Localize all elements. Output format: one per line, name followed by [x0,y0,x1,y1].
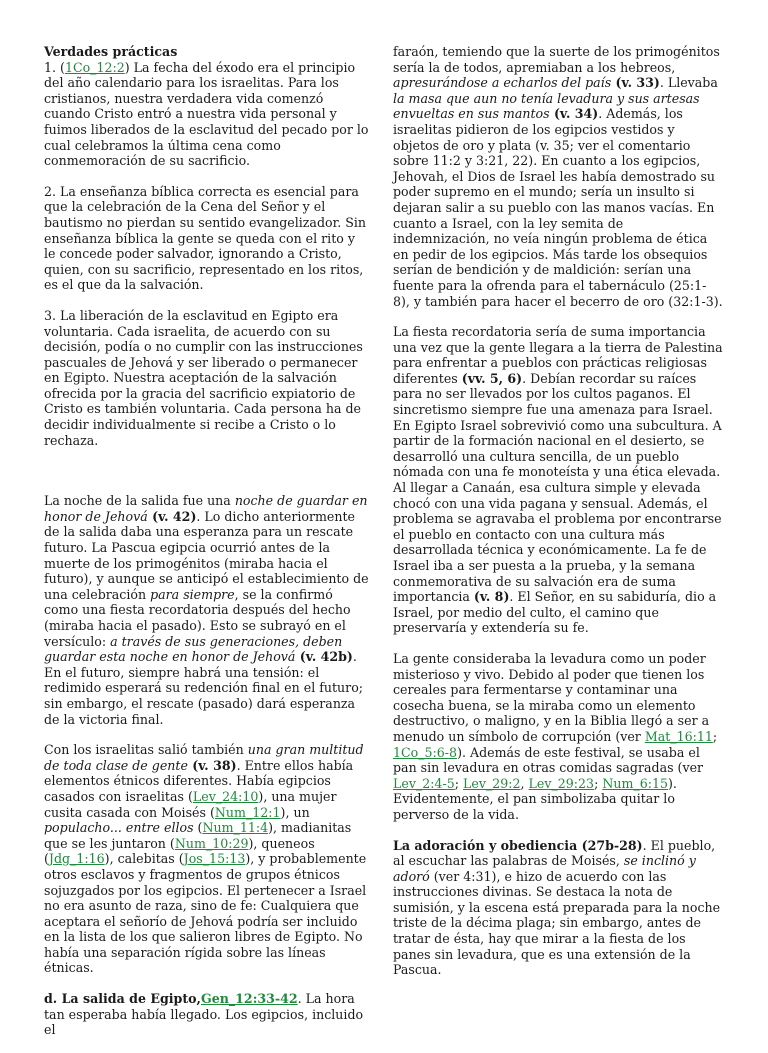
paragraph-text: ) La fecha del éxodo era el principio del año calendario para los israelitas. Para los cristianos, nuestra verdadera vida comenzó cuando Cristo entró a nuestra vida personal y fuimos liberados de la esclavitud del pecado por lo cual celebramos la última cena como conmemoración de su sacrificio. [44,59,369,169]
text: , se la confirmó como una fiesta recordatoria después del hecho (miraba hacia el pasado). Esto se subrayó en el versículo: [44,586,351,649]
text: ), madianitas que se les juntaron ( [44,820,352,851]
text: La gente consideraba la levadura como un poder misterioso y vivo. Debido al poder que tienen los cereales para fermentarse y contaminar una cosecha buena, se la miraba como un elemento destructivo, o maligno, y en la Biblia llegó a ser a menudo un símbolo de corrupción (ver [393,650,710,744]
italic-text: la masa que aun no tenía levadura y sus artesas envueltas en sus mantos [393,90,700,122]
practical-truth-1 [44,60,370,169]
verse-ref: (vv. 5, 6) [461,370,523,386]
text: ), una mujer cusita casada con Moisés ( [44,788,337,820]
paragraph-memorial-feast [393,324,723,636]
scripture-link[interactable]: Lev_29:23 [528,775,595,791]
text: (ver 4:31), e hizo de acuerdo con las instrucciones divinas. Se destaca la nota de sumisión, y la escena está preparada para la noche triste de la décima plaga; sin embargo, antes de tratar de ésta, hay que mirar a la fiesta de los panes sin levadura, que es una extensión de la Pascua. [393,868,721,978]
text: ), y probablemente otros esclavos y fragmentos de grupos étnicos sojuzgados por los egipcios. El pertenecer a Israel no era asunto de raza, sino de fe: Cualquiera que aceptara el señorío de Jehová podría ser incluido en la lista de los que salieron libres de Egipto. No había una separación rígida sobre las líneas étnicas. [44,851,367,976]
section-heading: Verdades prácticas [44,44,178,59]
verse-ref: (v. 34) [549,106,599,122]
item-number: 1. ( [44,59,65,75]
subsection-heading: d. La salida de Egipto, [44,991,201,1007]
paragraph-pharaoh [393,44,723,309]
text: ; [454,775,464,791]
text: . Entre ellos había elementos étnicos diferentes. Había egipcios casados con israelitas ( [44,757,354,804]
italic-text: una gran multitud de toda clase de gente [44,742,364,773]
italic-text: populacho... entre ellos [44,820,194,836]
text: . La hora tan esperaba había llegado. Los egipcios, incluido el [44,991,364,1038]
italic-text: a través de sus generaciones, deben guardar esta noche en honor de Jehová [44,633,343,665]
verse-ref: (v. 38) [187,757,237,773]
practical-truth-3: 3. La liberación de la esclavitud en Egipto era voluntaria. Cada israelita, de acuerdo con su decisión, podía o no cumplir con las instrucciones pascuales de Jehová y ser liberado o permanecer en Egipto. Nuestra aceptación de la salvación ofrecida por la gracia del sacrificio expiatorio de Cristo es también voluntaria. Cada persona ha de decidir individualmente si recibe a Cristo o lo rechaza. [44,307,363,448]
italic-text: noche de guardar en honor de Jehová [44,493,368,524]
text: ( [193,820,203,836]
paragraph-multitude [44,742,370,976]
italic-text: para siempre [150,586,235,602]
spacer [44,463,370,493]
scripture-link[interactable]: Lev_29:2 [463,775,521,791]
text: ; [712,728,718,744]
paragraph-leaven [393,651,723,823]
scripture-link[interactable]: Lev_2:4-5 [393,775,455,791]
scripture-link[interactable]: 1Co_5:6-8 [393,744,458,760]
scripture-link[interactable]: Num_10:29 [174,835,249,851]
scripture-link[interactable]: Jos_15:13 [183,851,246,867]
text: ; [594,775,603,791]
verse-ref: (v. 8) [473,589,510,605]
text: . Llevaba [659,75,718,91]
text: ), queneos ( [44,835,315,867]
text: , [520,775,529,791]
text: . Lo dicho anteriormente de la salida daba una esperanza para un rescate futuro. La Pascua egipcia ocurrió antes de la muerte de los primogénitos (miraba hacia el futuro), y aunque se anticipó el establecimiento de una celebración [44,508,369,602]
verse-ref: (v. 33) [611,75,660,91]
scripture-link[interactable]: 1Co_12:2 [64,59,125,75]
scripture-link[interactable]: Gen_12:33-42 [200,991,298,1007]
scripture-link[interactable]: Lev_24:10 [192,788,259,804]
left-column [44,44,370,1053]
text: ). Evidentemente, el pan simbolizaba quitar lo perverso de la vida. [393,775,677,822]
right-column [393,44,723,993]
text: La fiesta recordatoria sería de suma importancia una vez que la gente llegara a la tierra de Palestina para enfrentar a pueblos con prácticas religiosas diferentes [393,324,723,386]
text: . El pueblo, al escuchar las palabras de Moisés, [393,837,716,869]
italic-text: apresurándose a echarlos del país [393,75,612,91]
text: . Además, los israelitas pidieron de los egipcios vestidos y objetos de oro y plata (v. 35; ver el comentario sobre 11:2 y 3:21, 22). En cuanto a los egipcios, Jehovah, el Dios de Israel les había demostrado su poder supremo en el mundo; sería un insulto si dejaran salir a su pueblo con las manos vacías. En cuanto a Israel, con la ley semita de indemnización, no veía ningún problema de ética en pedir de los egipcios. Más tarde los obsequios serían de bendición y de maldición: serían una fuente para la ofrenda para el tabernáculo (25:1-8), y también para hacer el becerro de oro (32:1-3). [393,106,723,309]
practical-truth-2: 2. La enseñanza bíblica correcta es esencial para que la celebración de la Cena del Señor y el bautismo no pierdan su sentido evangelizador. Sin enseñanza bíblica la gente se queda con el rito y le concede poder salvador, ignorando a Cristo, quien, con su sacrificio, representado en los ritos, es el que da la salvación. [44,183,366,293]
scripture-link[interactable]: Jdg_1:16 [48,851,105,867]
scripture-link[interactable]: Num_11:4 [202,820,269,836]
text: La noche de la salida fue una [44,493,235,509]
text: ). Además de este festival, se usaba el pan sin levadura en otras comidas sagradas (ver [393,744,704,776]
scripture-link[interactable]: Mat_16:11 [644,728,713,744]
text: ), un [280,804,310,820]
scripture-link[interactable]: Num_6:15 [602,775,668,791]
text: ), calebitas ( [104,851,184,867]
scripture-link[interactable]: Num_12:1 [214,804,281,820]
text: Con los israelitas salió también [44,742,248,758]
paragraph-night [44,493,370,727]
subsection-heading: La adoración y obediencia (27b-28) [393,837,643,853]
italic-text: se inclinó y adoró [393,853,696,884]
verse-ref: (v. 42b) [295,649,353,665]
text: . El Señor, en su sabiduría, dio a Israel, por medio del culto, el camino que preservaría y extendería su fe. [393,589,717,636]
text: . Debían recordar su raíces para no ser llevados por los cultos paganos. El sincretismo siempre fue una amenaza para Israel. En Egipto Israel sobrevivió como una subcultura. A partir de la formación nacional en el desierto, se desarrolló una cultura sencilla, de un pueblo nómada con una fe monoteísta y una ética elevada. Al llegar a Canaán, esa cultura simple y elevada chocó con una vida pagana y sensual. Además, el problema se agravaba el problema por encontrarse el pueblo en contacto con una cultura más desarrollada técnica y económicamente. La fe de Israel iba a ser puesta a la prueba, y la semana conmemorativa de su salvación era de suma importancia [393,370,722,605]
verse-ref: (v. 42) [147,508,197,524]
text: . En el futuro, siempre habrá una tensión: el redimido esperará su redención final en el futuro; sin embargo, el rescate (pasado) dará esperanza de la victoria final. [44,649,364,727]
text: faraón, temiendo que la suerte de los primogénitos sería la de todos, apremiaban a los hebreos, [393,44,720,75]
